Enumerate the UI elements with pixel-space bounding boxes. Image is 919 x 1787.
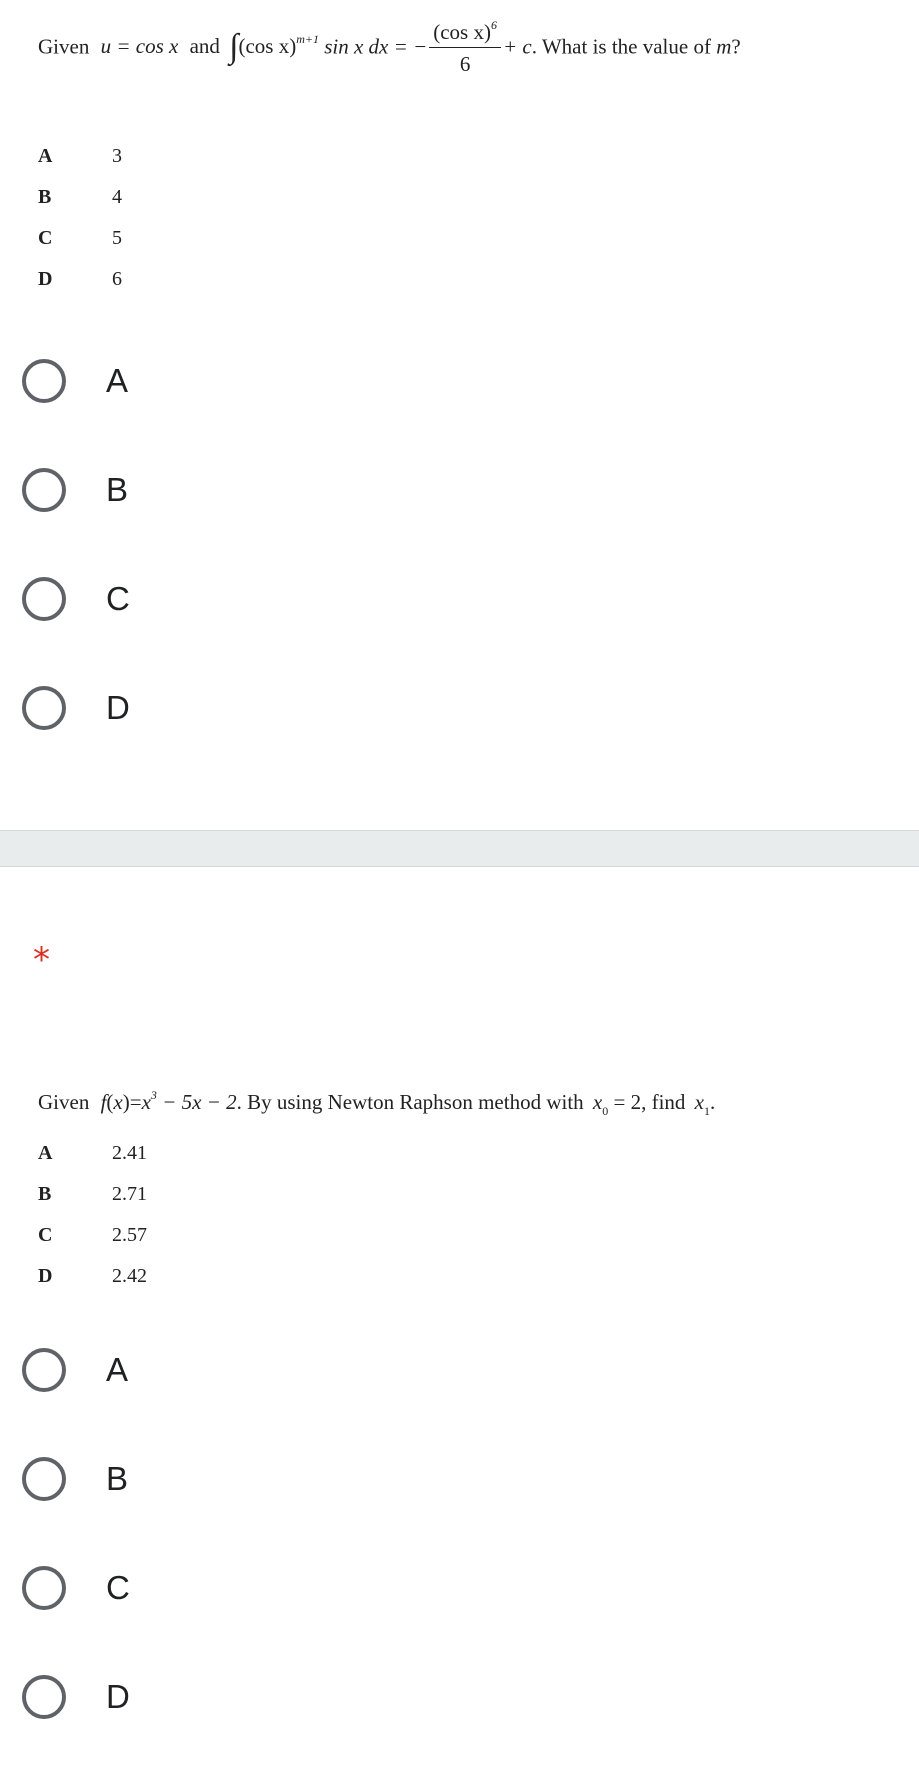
q2-f: f	[100, 1090, 107, 1114]
option-letter: D	[38, 268, 53, 290]
radio-button[interactable]	[22, 1457, 66, 1501]
section-separator	[0, 830, 919, 867]
q2-rest: − 5x − 2	[162, 1090, 237, 1114]
question-1-text	[38, 20, 741, 77]
option-letter: A	[38, 1142, 53, 1164]
q1-choice-b[interactable]	[22, 460, 128, 520]
q2-choice-a[interactable]	[22, 1340, 128, 1400]
option-row	[38, 1256, 147, 1297]
q2-paren-close: )	[122, 1090, 130, 1114]
q2-choice-d[interactable]	[22, 1667, 130, 1727]
required-asterisk: *	[33, 940, 50, 980]
q1-given: Given	[38, 34, 90, 59]
option-letter: B	[38, 1183, 52, 1205]
q2-paren-open: (	[106, 1090, 114, 1114]
option-letter: C	[38, 227, 53, 249]
q2-x1: x	[694, 1090, 704, 1114]
q1-fraction	[429, 20, 501, 77]
radio-label[interactable]: C	[106, 1569, 130, 1606]
q1-ask: . What is the value of	[531, 34, 711, 59]
q1-integrand-exp: m+1	[296, 32, 319, 47]
q1-frac-den: 6	[459, 52, 471, 76]
q1-qmark: ?	[731, 34, 741, 59]
radio-button[interactable]	[22, 359, 66, 403]
q2-x0: x	[592, 1090, 603, 1114]
integral-sign: ∫	[229, 27, 239, 65]
question-2-text	[38, 1088, 716, 1118]
q2-x1-sub: 1	[704, 1104, 710, 1118]
radio-label[interactable]: A	[106, 362, 129, 399]
option-value: 2.57	[112, 1224, 147, 1246]
q2-end: .	[710, 1090, 716, 1114]
q2-choice-b[interactable]	[22, 1449, 128, 1509]
option-value: 2.41	[112, 1142, 147, 1164]
q1-and: and	[189, 34, 220, 59]
q1-choice-a[interactable]	[22, 351, 128, 411]
option-value: 3	[112, 145, 122, 167]
q1-choice-d[interactable]	[22, 678, 130, 738]
q2-term1: x	[141, 1090, 151, 1114]
q1-frac-exp: 6	[490, 18, 497, 32]
q2-eq: =	[129, 1090, 142, 1114]
q2-find: , find	[641, 1090, 686, 1114]
q1-plus-c: + c	[502, 34, 532, 59]
radio-label[interactable]: A	[106, 1351, 129, 1388]
radio-button[interactable]	[22, 1348, 66, 1392]
option-row	[38, 177, 122, 218]
q1-u-def: u = cos x	[100, 34, 179, 59]
q1-choice-c[interactable]	[22, 569, 130, 629]
option-row	[38, 1133, 147, 1174]
option-letter: B	[38, 186, 52, 208]
option-value: 2.42	[112, 1265, 147, 1287]
option-value: 6	[112, 268, 122, 290]
q2-choice-c[interactable]	[22, 1558, 130, 1618]
radio-label[interactable]: B	[106, 471, 129, 508]
q2-term1-exp: 3	[150, 1088, 157, 1102]
q2-middle: . By using Newton Raphson method with	[236, 1090, 584, 1114]
option-row	[38, 1174, 147, 1215]
radio-button[interactable]	[22, 577, 66, 621]
question-1-options	[38, 136, 122, 300]
option-row	[38, 218, 122, 259]
option-letter: C	[38, 1224, 53, 1246]
q2-var: x	[113, 1090, 123, 1114]
q2-given: Given	[38, 1090, 90, 1114]
q2-x0-val: = 2	[613, 1090, 642, 1114]
q2-x0-sub: 0	[602, 1104, 609, 1118]
radio-button[interactable]	[22, 468, 66, 512]
radio-label[interactable]: D	[106, 1678, 130, 1715]
option-value: 5	[112, 227, 122, 249]
question-2-options	[38, 1133, 147, 1297]
option-letter: A	[38, 145, 53, 167]
option-value: 2.71	[112, 1183, 147, 1205]
radio-label[interactable]: D	[106, 689, 130, 726]
q1-integrand-rest: sin x dx = −	[324, 34, 428, 59]
radio-button[interactable]	[22, 686, 66, 730]
option-row	[38, 259, 122, 300]
q1-integrand-base: (cos x)	[238, 34, 297, 59]
radio-label[interactable]: C	[106, 580, 130, 617]
radio-button[interactable]	[22, 1675, 66, 1719]
option-value: 4	[112, 186, 122, 208]
option-row	[38, 1215, 147, 1256]
q1-frac-num: (cos x)	[433, 20, 491, 44]
radio-label[interactable]: B	[106, 1460, 129, 1497]
q1-var: m	[716, 34, 732, 59]
option-letter: D	[38, 1265, 53, 1287]
radio-button[interactable]	[22, 1566, 66, 1610]
option-row	[38, 136, 122, 177]
